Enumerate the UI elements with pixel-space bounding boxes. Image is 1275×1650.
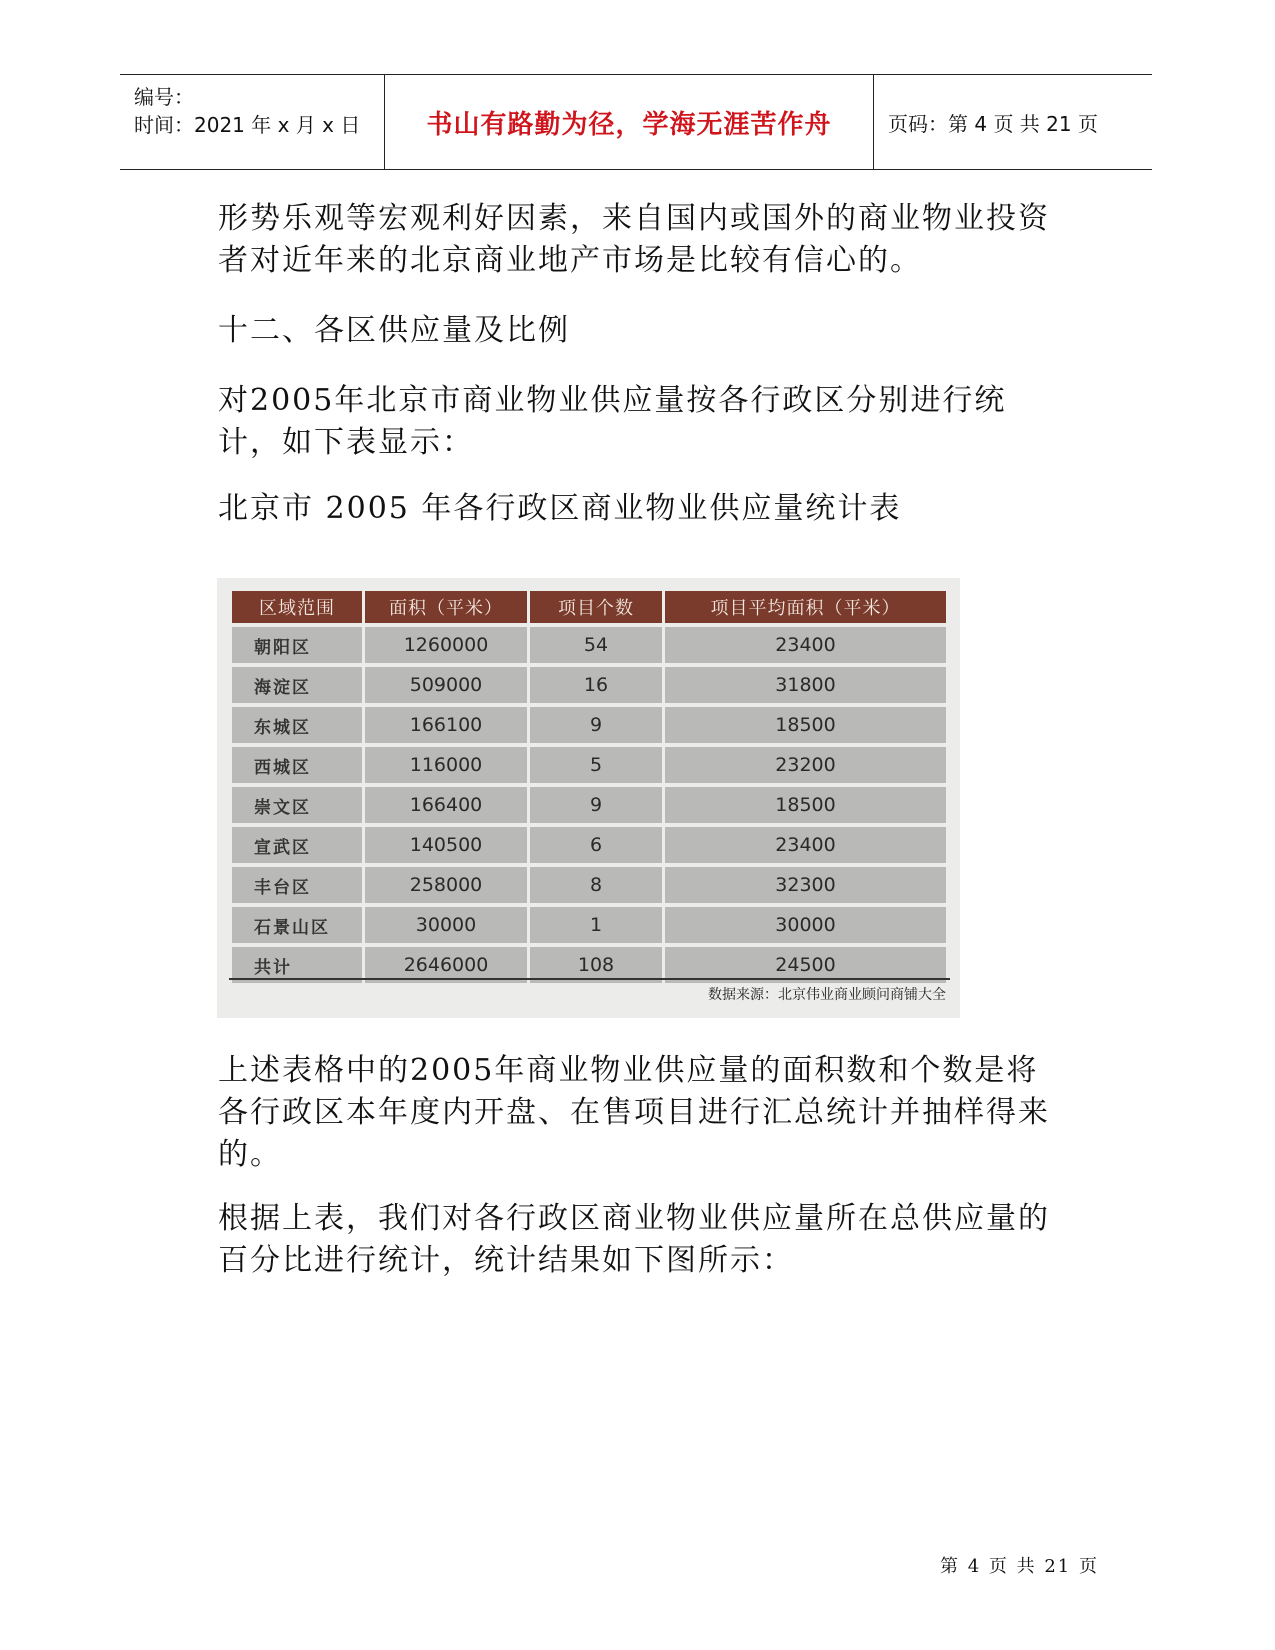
header-page-label: 页码：第 4 页 共 21 页	[888, 111, 1098, 136]
paragraph-1: 形势乐观等宏观利好因素，来自国内或国外的商业物业投资者对近年来的北京商业地产市场是比较有信心的。	[218, 201, 1050, 278]
table-cell: 166100	[365, 707, 527, 743]
table-source-note: 数据来源：北京伟业商业顾问商铺大全	[708, 987, 946, 1003]
table-cell: 8	[530, 867, 662, 903]
table-row	[232, 707, 946, 743]
paragraph-3: 上述表格中的2005年商业物业供应量的面积数和个数是将各行政区本年度内开盘、在售项目进行汇总统计并抽样得来的。	[218, 1053, 1050, 1172]
table-cell: 30000	[665, 907, 946, 943]
header-meta	[120, 75, 384, 169]
table-cell: 116000	[365, 747, 527, 783]
page-footer: 第 4 页 共 21 页	[940, 1556, 1099, 1577]
table-row	[232, 747, 946, 783]
table-row	[232, 907, 946, 943]
table-cell: 140500	[365, 827, 527, 863]
table-cell: 东城区	[232, 707, 362, 743]
paragraph-4: 根据上表，我们对各行政区商业物业供应量所在总供应量的百分比进行统计，统计结果如下图所示：	[218, 1201, 1050, 1278]
table-cell: 丰台区	[232, 867, 362, 903]
header-page-cell	[874, 75, 1152, 169]
table-cell: 西城区	[232, 747, 362, 783]
table-cell: 16	[530, 667, 662, 703]
table-cell: 23200	[665, 747, 946, 783]
header-time-label: 时间：2021 年 x 月 x 日	[134, 113, 361, 137]
table-cell: 共计	[232, 947, 362, 983]
supply-table	[229, 587, 949, 987]
table-header-cell: 项目平均面积（平米）	[665, 591, 946, 623]
table-cell: 9	[530, 787, 662, 823]
table-row	[232, 667, 946, 703]
supply-table-image	[217, 578, 960, 1018]
table-header-cell: 区域范围	[232, 591, 362, 623]
table-cell: 23400	[665, 827, 946, 863]
table-cell: 509000	[365, 667, 527, 703]
table-cell: 6	[530, 827, 662, 863]
table-cell: 31800	[665, 667, 946, 703]
table-cell: 朝阳区	[232, 627, 362, 663]
header-motto: 书山有路勤为径，学海无涯苦作舟	[426, 109, 832, 140]
table-cell: 海淀区	[232, 667, 362, 703]
table-cell: 2646000	[365, 947, 527, 983]
table-cell: 1260000	[365, 627, 527, 663]
table-cell: 18500	[665, 787, 946, 823]
table-cell: 崇文区	[232, 787, 362, 823]
table-cell: 石景山区	[232, 907, 362, 943]
table-cell: 9	[530, 707, 662, 743]
table-cell: 1	[530, 907, 662, 943]
document-header	[120, 74, 1152, 170]
table-cell: 30000	[365, 907, 527, 943]
table-cell: 108	[530, 947, 662, 983]
table-header-cell: 项目个数	[530, 591, 662, 623]
table-title: 北京市 2005 年各行政区商业物业供应量统计表	[218, 491, 902, 526]
table-cell: 18500	[665, 707, 946, 743]
table-cell: 宣武区	[232, 827, 362, 863]
header-motto-cell	[384, 75, 874, 169]
table-cell: 24500	[665, 947, 946, 983]
paragraph-2: 对2005年北京市商业物业供应量按各行政区分别进行统计，如下表显示：	[218, 383, 1007, 460]
table-cell: 5	[530, 747, 662, 783]
table-cell: 258000	[365, 867, 527, 903]
table-header-row	[232, 591, 946, 623]
table-row	[232, 787, 946, 823]
table-cell: 54	[530, 627, 662, 663]
table-bottom-rule	[229, 978, 950, 980]
table-row	[232, 867, 946, 903]
table-header-cell: 面积（平米）	[365, 591, 527, 623]
table-row	[232, 827, 946, 863]
table-row	[232, 627, 946, 663]
section-heading: 十二、各区供应量及比例	[218, 313, 570, 348]
header-number-label: 编号：	[134, 85, 194, 109]
table-cell: 166400	[365, 787, 527, 823]
table-cell: 23400	[665, 627, 946, 663]
table-cell: 32300	[665, 867, 946, 903]
